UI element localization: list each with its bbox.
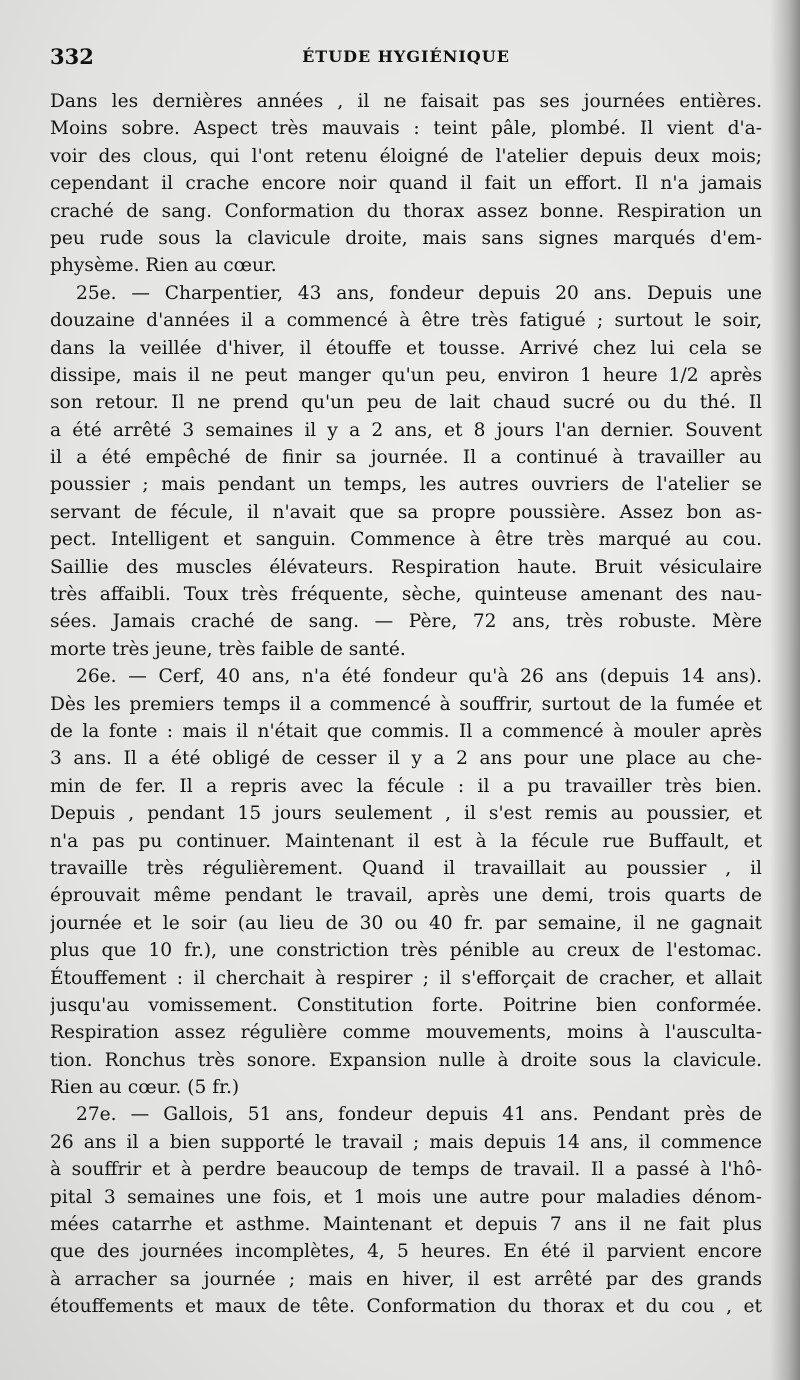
text-line: cependant il crache encore noir quand il fait un effort. Il n'a jamais bbox=[50, 173, 762, 195]
text-line: a été arrêté 3 semaines il y a 2 ans, et 8 jours l'an dernier. Souvent bbox=[50, 419, 762, 441]
running-title: ÉTUDE HYGIÉNIQUE bbox=[302, 47, 510, 66]
text-line: n'a pas pu continuer. Maintenant il est à la fécule rue Buffault, et bbox=[50, 830, 762, 852]
text-line: de la fonte : mais il n'était que commis. Il a commencé à mouler après bbox=[50, 720, 762, 742]
text-line: travaille très régulièrement. Quand il travaillait au poussier , il bbox=[50, 857, 762, 879]
text-line: servant de fécule, il n'avait que sa propre poussière. Assez bon as- bbox=[50, 501, 762, 523]
text-line: son retour. Il ne prend qu'un peu de lait chaud sucré ou du thé. Il bbox=[50, 392, 762, 414]
text-line: tion. Ronchus très sonore. Expansion nulle à droite sous la clavicule. bbox=[50, 1049, 762, 1071]
text-line: jusqu'au vomissement. Constitution forte. Poitrine bien conformée. bbox=[50, 994, 762, 1016]
text-line: journée et le soir (au lieu de 30 ou 40 fr. par semaine, il ne gagnait bbox=[50, 912, 762, 934]
text-line: étouffements et maux de tête. Conformation du thorax et du cou , et bbox=[50, 1296, 762, 1318]
text-line: Moins sobre. Aspect très mauvais : teint pâle, plombé. Il vient d'a- bbox=[50, 118, 762, 140]
text-line: pital 3 semaines une fois, et 1 mois une autre pour maladies dénom- bbox=[50, 1186, 762, 1208]
text-line: Dès les premiers temps il a commencé à souffrir, surtout de la fumée et bbox=[50, 693, 762, 715]
text-line: peu rude sous la clavicule droite, mais sans signes marqués d'em- bbox=[50, 227, 762, 249]
text-line: à souffrir et à perdre beaucoup de temps de travail. Il a passé à l'hô- bbox=[50, 1159, 762, 1181]
text-line: voir des clous, qui l'ont retenu éloigné de l'atelier depuis deux mois; bbox=[50, 145, 762, 167]
text-line: morte très jeune, très faible de santé. bbox=[50, 638, 406, 660]
text-line: min de fer. Il a repris avec la fécule : il a pu travailler très bien. bbox=[50, 775, 762, 797]
text-line: sées. Jamais craché de sang. — Père, 72 ans, très robuste. Mère bbox=[50, 611, 762, 633]
text-line: que des journées incomplètes, 4, 5 heures. En été il parvient encore bbox=[50, 1241, 762, 1263]
text-line: Étouffement : il cherchait à respirer ; il s'efforçait de cracher, et allait bbox=[50, 967, 762, 989]
text-line: 3 ans. Il a été obligé de cesser il y a 2 ans pour une place au che- bbox=[50, 748, 762, 770]
text-line: Respiration assez régulière comme mouvements, moins à l'ausculta- bbox=[50, 1022, 762, 1044]
text-line: 25e. — Charpentier, 43 ans, fondeur depuis 20 ans. Depuis une bbox=[76, 282, 762, 304]
text-line: craché de sang. Conformation du thorax assez bonne. Respiration un bbox=[50, 200, 762, 222]
text-line: 26e. — Cerf, 40 ans, n'a été fondeur qu'à 26 ans (depuis 14 ans). bbox=[76, 666, 762, 688]
page-number: 332 bbox=[50, 44, 94, 69]
page-header bbox=[50, 44, 762, 74]
page-spine-shadow bbox=[770, 0, 800, 1380]
text-line: il a été empêché de finir sa journée. Il a continué à travailler au bbox=[50, 447, 762, 469]
text-line: Depuis , pendant 15 jours seulement , il s'est remis au poussier, et bbox=[50, 803, 762, 825]
text-line: dans la veillée d'hiver, il étouffe et tousse. Arrivé chez lui cela se bbox=[50, 337, 762, 359]
text-line: pect. Intelligent et sanguin. Commence à être très marqué au cou. bbox=[50, 529, 762, 551]
text-line: très affaibli. Toux très fréquente, sèche, quinteuse amenant des nau- bbox=[50, 584, 762, 606]
text-line: Dans les dernières années , il ne faisait pas ses journées entières. bbox=[50, 91, 762, 112]
text-line: plus que 10 fr.), une constriction très pénible au creux de l'estomac. bbox=[50, 940, 762, 962]
text-line: dissipe, mais il ne peut manger qu'un peu, environ 1 heure 1/2 après bbox=[50, 364, 762, 386]
text-line: Saillie des muscles élévateurs. Respiration haute. Bruit vésiculaire bbox=[50, 556, 762, 578]
text-line: 26 ans il a bien supporté le travail ; mais depuis 14 ans, il commence bbox=[50, 1131, 762, 1153]
text-line: physème. Rien au cœur. bbox=[50, 255, 277, 277]
text-line: 27e. — Gallois, 51 ans, fondeur depuis 41 ans. Pendant près de bbox=[76, 1104, 762, 1126]
text-line: douzaine d'années il a commencé à être très fatigué ; surtout le soir, bbox=[50, 310, 762, 332]
body-text bbox=[50, 88, 762, 1321]
text-line: poussier ; mais pendant un temps, les autres ouvriers de l'atelier se bbox=[50, 474, 762, 496]
text-line: à arracher sa journée ; mais en hiver, il est arrêté par des grands bbox=[50, 1268, 762, 1290]
text-line: mées catarrhe et asthme. Maintenant et depuis 7 ans il ne fait plus bbox=[50, 1214, 762, 1236]
text-line: éprouvait même pendant le travail, après une demi, trois quarts de bbox=[50, 885, 762, 907]
text-line: Rien au cœur. (5 fr.) bbox=[50, 1077, 240, 1099]
